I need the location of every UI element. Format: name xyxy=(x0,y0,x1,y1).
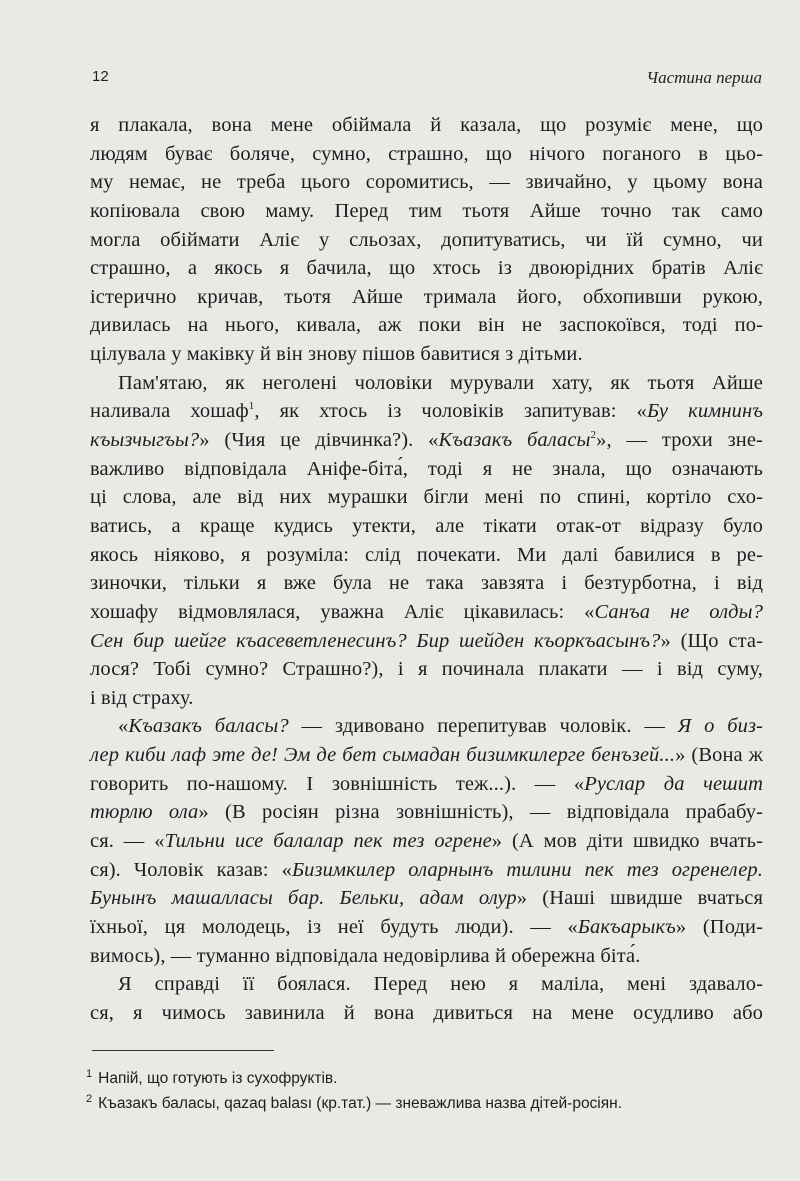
text-line xyxy=(90,741,763,770)
text-span: » (Що ста- xyxy=(660,629,764,652)
text-span: важливо відповідала Аніфе-біта́, тоді я не знала, що означають xyxy=(90,457,763,480)
text-span: їхньої, ця молодець, із неї будуть люди). — « xyxy=(90,915,578,938)
text-span: цілувала у маківку й він знову пішов бавитися з дітьми. xyxy=(90,343,583,366)
text-span: людям буває боляче, сумно, страшно, що нічого поганого в цьо- xyxy=(90,142,763,165)
text-span: » (Чия це дівчинка?). « xyxy=(199,429,439,452)
text-line xyxy=(90,770,763,799)
text-line xyxy=(90,226,763,255)
footnote-ref: 1 xyxy=(248,400,255,413)
text-span: ці слова, але від них мурашки бігли мені по спині, кортіло схо- xyxy=(90,486,763,509)
text-span: могла обіймати Аліє у сльозах, допитуватись, чи їй сумно, чи xyxy=(90,228,763,251)
text-span: хошафу відмовлялася, уважна Аліє цікавилась: « xyxy=(90,600,595,623)
footnote-ref: 2 xyxy=(590,429,597,442)
text-line xyxy=(90,168,763,197)
italic-text: Къазакъ баласы? xyxy=(128,715,289,738)
text-span: « xyxy=(118,715,129,738)
footnote-mark: 2 xyxy=(86,1092,93,1105)
text-span: , як хтось із чоловіків запитував: « xyxy=(254,400,647,423)
text-line xyxy=(90,254,763,283)
text-line xyxy=(90,340,763,369)
text-span: говорить по-нашому. І зовнішність теж...). — « xyxy=(90,772,585,795)
italic-text: къызчыгъы? xyxy=(90,429,200,452)
text-span: лося? Тобі сумно? Страшно?), і я починала плакати — і від суму, xyxy=(90,658,763,681)
footnote xyxy=(86,1066,622,1091)
italic-text: Бу кимнинъ xyxy=(646,400,763,423)
text-span: дивилась на нього, кивала, аж поки він не заспокоївся, тоді по- xyxy=(90,314,763,337)
text-span: істерично кричав, тьотя Айше тримала його, обхопивши рукою, xyxy=(90,285,763,308)
italic-text: Бунынъ машалласы бар. Бельки, адам олур xyxy=(90,887,517,910)
text-span: » (Наші швидше вчаться xyxy=(516,887,763,910)
text-line xyxy=(90,627,763,656)
text-span: і від страху. xyxy=(90,686,194,709)
text-line xyxy=(90,970,763,999)
text-span: му немає, не треба цього соромитись, — звичайно, у цьому вона xyxy=(90,171,763,194)
text-line xyxy=(90,197,763,226)
text-line xyxy=(90,311,763,340)
text-span: ся. — « xyxy=(90,830,165,853)
text-line xyxy=(90,827,763,856)
text-line xyxy=(90,913,763,942)
text-span: копіювала свою маму. Перед тим тьотя Айше точно так само xyxy=(90,199,763,222)
text-span: ся). Чоловік казав: « xyxy=(90,858,292,881)
text-line xyxy=(90,397,763,426)
italic-text: Къазакъ баласы xyxy=(438,429,591,452)
text-line xyxy=(90,569,763,598)
footnote-divider xyxy=(92,1050,274,1051)
text-line xyxy=(90,942,763,971)
footnote-text: Къазакъ баласы, qazaq balası (кр.тат.) — зневажлива назва дітей-росіян. xyxy=(98,1095,623,1112)
text-line xyxy=(90,369,763,398)
text-line xyxy=(90,684,763,713)
text-line xyxy=(90,655,763,684)
text-line xyxy=(90,455,763,484)
text-span: Пам'ятаю, як неголені чоловіки мурували хату, як тьотя Айше xyxy=(118,371,763,394)
text-line xyxy=(90,884,763,913)
text-line xyxy=(90,712,763,741)
text-line xyxy=(90,426,763,455)
text-line xyxy=(90,283,763,312)
text-span: страшно, а якось я бачила, що хтось із двоюрідних братів Аліє xyxy=(90,257,763,280)
italic-text: лер киби лаф эте де! Эм де бет сымадан бизимкилерге бенъзей... xyxy=(90,744,676,767)
text-span: я плакала, вона мене обіймала й казала, що розуміє мене, що xyxy=(90,114,763,136)
footnote xyxy=(86,1091,622,1116)
text-span: якось ніяково, я розуміла: слід почекати. Ми далі бавилися в ре- xyxy=(90,543,763,566)
text-span: » (А мов діти швидко вчать- xyxy=(491,830,764,853)
italic-text: Руслар да чешит xyxy=(584,772,763,795)
text-line xyxy=(90,111,763,140)
text-span: », — трохи зне- xyxy=(596,429,763,452)
text-span: зиночки, тільки я вже була не така завзята і безтурботна, і від xyxy=(90,572,763,595)
body-text xyxy=(90,111,763,1028)
text-span: » (В росіян різна зовнішність), — відповідала прабабу- xyxy=(198,801,763,824)
text-span: » (Вона ж xyxy=(675,744,763,767)
italic-text: тюрлю ола xyxy=(90,801,199,824)
text-line xyxy=(90,598,763,627)
text-span: Я справді її боялася. Перед нею я маліла, мені здавало- xyxy=(118,973,763,996)
text-span: вимось), — туманно відповідала недовірлива й обережна біта́. xyxy=(90,944,641,967)
italic-text: Сен бир шейге къасеветленесинъ? Бир шейден къоркъасынъ? xyxy=(90,629,661,652)
text-line xyxy=(90,856,763,885)
text-span: » (Поди- xyxy=(675,915,763,938)
footnotes xyxy=(86,1066,622,1116)
text-span: ся, я чимось завинила й вона дивиться на мене осудливо або xyxy=(90,1001,763,1024)
text-line xyxy=(90,999,763,1028)
text-line xyxy=(90,483,763,512)
italic-text: Я о биз- xyxy=(677,715,763,738)
italic-text: Бизимкилер оларнынъ тилини пек тез огренелер. xyxy=(291,858,763,881)
footnote-text: Напій, що готують із сухофруктів. xyxy=(98,1070,338,1087)
text-line xyxy=(90,798,763,827)
italic-text: Бакъарыкъ xyxy=(577,915,676,938)
running-head: Частина перша xyxy=(646,68,762,87)
page-number: 12 xyxy=(92,68,109,85)
italic-text: Санъа не олды? xyxy=(594,600,763,623)
italic-text: Тильни исе балалар пек тез огрене xyxy=(164,830,492,853)
text-line xyxy=(90,512,763,541)
text-span: наливала хошаф xyxy=(90,400,249,423)
footnote-mark: 1 xyxy=(86,1067,93,1080)
text-span: — здивовано перепитував чоловік. — xyxy=(288,715,678,738)
text-span: ватись, а краще кудись утекти, але тікати отак-от відразу було xyxy=(90,514,763,537)
text-line xyxy=(90,140,763,169)
text-line xyxy=(90,541,763,570)
